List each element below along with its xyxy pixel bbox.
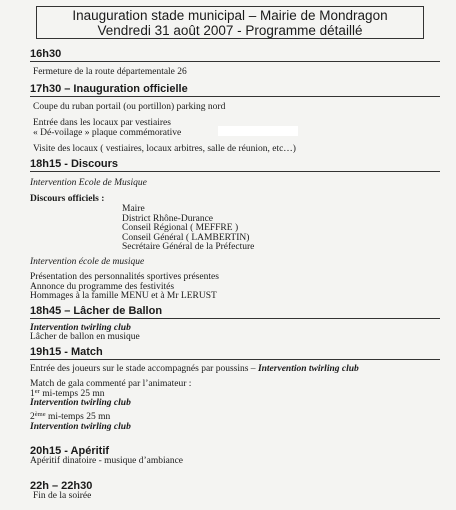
end-of-evening-text: Fin de la soirée xyxy=(33,491,92,501)
section-heading-match: 19h15 - Match xyxy=(30,346,440,360)
title-line-1: Inauguration stade municipal – Mairie de Mondragon xyxy=(72,8,388,23)
speaker-item: Conseil Général ( LAMBERTIN) xyxy=(122,233,250,243)
document-title-box xyxy=(36,6,424,39)
personalities-text: Présentation des personnalités sportives présentes xyxy=(30,272,219,282)
music-school-intervention-2: Intervention école de musique xyxy=(30,257,145,267)
locker-entry-text: Entrée dans les locaux par vestiaires xyxy=(33,118,171,128)
first-half-sup: er xyxy=(34,388,40,395)
first-half-label: mi-temps 25 mn xyxy=(39,389,105,399)
twirling-intervention-1: Intervention twirling club xyxy=(30,323,131,333)
speaker-item: Secrétaire Général de la Préfecture xyxy=(122,242,255,252)
music-school-intervention-1: Intervention Ecole de Musique xyxy=(30,178,147,188)
balloon-release-text: Lâcher de ballon en musique xyxy=(30,332,140,342)
twirling-intervention-2: Intervention twirling club xyxy=(30,398,131,408)
festivities-text: Annonce du programme des festivités xyxy=(30,282,175,292)
speaker-item: District Rhône-Durance xyxy=(122,214,214,224)
section-heading-16h30: 16h30 xyxy=(30,48,440,62)
title-line-2: Vendredi 31 août 2007 - Programme détaillé xyxy=(97,23,363,38)
plaque-unveiling-text: « Dé-voilage » plaque commémorative xyxy=(33,128,182,138)
ribbon-cutting-text: Coupe du ruban portail (ou portillon) parking nord xyxy=(33,102,226,112)
section-heading-inauguration: 17h30 – Inauguration officielle xyxy=(30,83,440,97)
first-half-num: 1 xyxy=(30,389,35,399)
players-entry-text xyxy=(30,364,359,375)
second-half-num: 2 xyxy=(30,412,35,422)
section-heading-discours: 18h15 - Discours xyxy=(30,158,440,172)
second-half-sup: ème xyxy=(34,411,46,418)
section-heading-aperitif: 20h15 - Apéritif xyxy=(30,445,110,457)
players-entry-main: Entrée des joueurs sur le stade accompagnés par poussins – xyxy=(30,364,258,374)
aperitif-text: Apéritif dinatoire - musique d’ambiance xyxy=(30,456,184,466)
twirling-intervention-3: Intervention twirling club xyxy=(30,422,131,432)
blank-patch xyxy=(218,126,298,136)
premises-visit-text: Visite des locaux ( vestiaires, locaux arbitres, salle de réunion, etc…) xyxy=(33,144,296,154)
section-heading-end: 22h – 22h30 xyxy=(30,480,93,492)
speaker-item: Maire xyxy=(122,204,145,214)
players-entry-twirling: Intervention twirling club xyxy=(257,364,359,374)
section-heading-ballon: 18h45 – Lâcher de Ballon xyxy=(30,305,440,319)
speaker-item: Conseil Régional ( MEFFRE ) xyxy=(122,223,239,233)
second-half-label: mi-temps 25 mn xyxy=(45,412,111,422)
official-speeches-label: Discours officiels : xyxy=(30,194,105,204)
tribute-text: Hommages à la famille MENU et à Mr LERUST xyxy=(30,291,217,301)
road-closure-text: Fermeture de la route départementale 26 xyxy=(33,67,187,77)
gala-match-text: Match de gala commenté par l’animateur : xyxy=(30,379,192,389)
